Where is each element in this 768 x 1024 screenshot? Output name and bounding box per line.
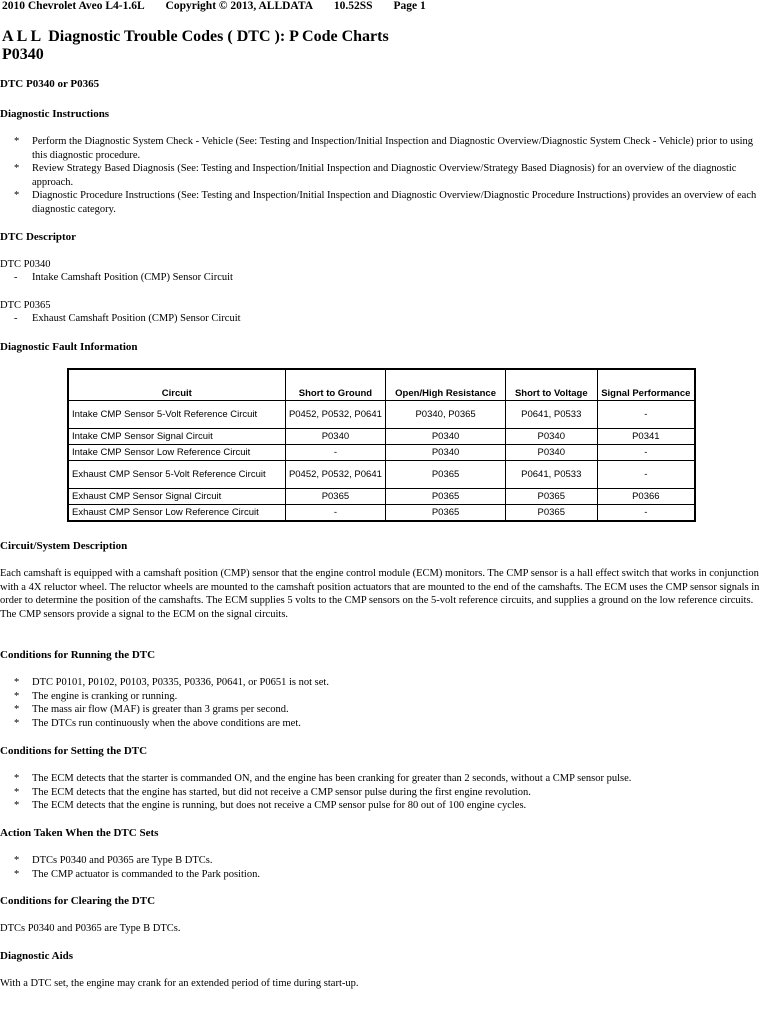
list-item: * Diagnostic Procedure Instructions (See: Testing and Inspection/Initial Inspection and Diagnostic Overview/Diagnostic Procedure Instructions) provides an overview of each diagnostic category. xyxy=(14,190,757,215)
vehicle-label: 2010 Chevrolet Aveo L4-1.6L xyxy=(2,0,145,12)
fault-info-heading: Diagnostic Fault Information xyxy=(0,341,138,353)
table-cell: P0366 xyxy=(597,489,695,505)
version-label: 10.52SS xyxy=(333,0,373,12)
table-cell: P0365 xyxy=(505,505,597,522)
descriptor-code-1: DTC P0340 xyxy=(0,259,51,270)
table-cell: - xyxy=(597,445,695,461)
copyright-label: Copyright © 2013, ALLDATA xyxy=(165,0,314,12)
table-cell: P0340 xyxy=(386,445,506,461)
table-cell: P0340 xyxy=(505,445,597,461)
table-cell: P0365 xyxy=(505,489,597,505)
list-item: * The mass air flow (MAF) is greater than 3 grams per second. xyxy=(14,704,289,715)
table-cell: Exhaust CMP Sensor Signal Circuit xyxy=(68,489,285,505)
table-cell: P0641, P0533 xyxy=(505,461,597,489)
column-header: Signal Performance xyxy=(597,369,695,401)
table-row xyxy=(68,461,695,489)
title-line-1: A L L Diagnostic Trouble Codes ( DTC ): P Code Charts xyxy=(2,28,389,45)
descriptor-heading: DTC Descriptor xyxy=(0,231,77,243)
page-number: Page 1 xyxy=(393,0,426,12)
table-cell: Intake CMP Sensor 5-Volt Reference Circuit xyxy=(68,401,285,429)
clearing-text: DTCs P0340 and P0365 are Type B DTCs. xyxy=(0,923,181,934)
title-line-2: P0340 xyxy=(2,46,44,63)
list-item: * The DTCs run continuously when the above conditions are met. xyxy=(14,718,301,729)
table-cell: Exhaust CMP Sensor 5-Volt Reference Circuit xyxy=(68,461,285,489)
table-cell: P0340 xyxy=(505,429,597,445)
aids-heading: Diagnostic Aids xyxy=(0,950,74,962)
page-title xyxy=(2,28,389,64)
table-cell: - xyxy=(285,505,386,522)
table-row xyxy=(68,429,695,445)
table-cell: P0340 xyxy=(386,429,506,445)
table-cell: P0365 xyxy=(386,461,506,489)
table-row xyxy=(68,489,695,505)
list-item: * The engine is cranking or running. xyxy=(14,691,178,702)
table-cell: P0365 xyxy=(386,489,506,505)
table-cell: P0340 xyxy=(285,429,386,445)
table-cell: P0365 xyxy=(285,489,386,505)
table-cell: P0340, P0365 xyxy=(386,401,506,429)
table-row xyxy=(68,505,695,522)
page-header xyxy=(2,0,444,12)
dtc-heading: DTC P0340 or P0365 xyxy=(0,78,100,90)
list-item: * The CMP actuator is commanded to the Park position. xyxy=(14,869,260,880)
table-cell: - xyxy=(597,505,695,522)
table-cell: - xyxy=(597,461,695,489)
table-cell: P0452, P0532, P0641 xyxy=(285,461,386,489)
list-item: * The ECM detects that the engine is running, but does not receive a CMP sensor pulse for 80 out of 100 engine cycles. xyxy=(14,800,527,811)
table-cell: Intake CMP Sensor Low Reference Circuit xyxy=(68,445,285,461)
table-row xyxy=(68,401,695,429)
running-heading: Conditions for Running the DTC xyxy=(0,649,156,661)
list-item: * DTC P0101, P0102, P0103, P0335, P0336, P0641, or P0651 is not set. xyxy=(14,677,329,688)
table-header-row xyxy=(68,369,695,401)
table-row xyxy=(68,445,695,461)
list-item: * DTCs P0340 and P0365 are Type B DTCs. xyxy=(14,855,213,866)
table-cell: P0641, P0533 xyxy=(505,401,597,429)
descriptor-item-2: - Exhaust Camshaft Position (CMP) Sensor Circuit xyxy=(14,313,241,324)
list-item: * The ECM detects that the starter is commanded ON, and the engine has been cranking for greater than 2 seconds, without a CMP sensor pulse. xyxy=(14,773,632,784)
table-cell: P0341 xyxy=(597,429,695,445)
table-cell: P0452, P0532, P0641 xyxy=(285,401,386,429)
table-cell: Intake CMP Sensor Signal Circuit xyxy=(68,429,285,445)
column-header: Short to Ground xyxy=(285,369,386,401)
table-cell: - xyxy=(597,401,695,429)
table-cell: - xyxy=(285,445,386,461)
setting-heading: Conditions for Setting the DTC xyxy=(0,745,148,757)
descriptor-item-1: - Intake Camshaft Position (CMP) Sensor Circuit xyxy=(14,272,233,283)
column-header: Short to Voltage xyxy=(505,369,597,401)
column-header: Circuit xyxy=(68,369,285,401)
descriptor-code-2: DTC P0365 xyxy=(0,300,51,311)
circuit-desc-text: Each camshaft is equipped with a camshaft position (CMP) sensor that the engine control module (ECM) monitors. The CMP sensor is a hall effect switch that works in conjunction with a 4X reluctor wheel. The reluctor wheels are mounted to the camshaft position actuators that are mounted to the end of the camshafts. The ECM uses the CMP sensor signals in order to determine the position of the camshafts. The ECM supplies 5 volts to the CMP sensors on the 5-volt reference circuits, and supplies a ground on the low reference circuits. The CMP sensors provide a signal to the ECM on the signal circuits. xyxy=(0,568,760,620)
fault-info-table xyxy=(67,368,696,522)
table-cell: P0365 xyxy=(386,505,506,522)
table-cell: Exhaust CMP Sensor Low Reference Circuit xyxy=(68,505,285,522)
clearing-heading: Conditions for Clearing the DTC xyxy=(0,895,156,907)
aids-text: With a DTC set, the engine may crank for an extended period of time during start-up. xyxy=(0,978,359,989)
circuit-desc-heading: Circuit/System Description xyxy=(0,540,128,552)
diag-instructions-heading: Diagnostic Instructions xyxy=(0,108,110,120)
column-header: Open/High Resistance xyxy=(386,369,506,401)
list-item: * Perform the Diagnostic System Check - Vehicle (See: Testing and Inspection/Initial Inspection and Diagnostic Overview/Diagnostic System Check - Vehicle) prior to using this diagnostic procedure. xyxy=(14,136,753,161)
list-item: * The ECM detects that the engine has started, but did not receive a CMP sensor pulse during the first engine revolution. xyxy=(14,787,531,798)
list-item: * Review Strategy Based Diagnosis (See: Testing and Inspection/Initial Inspection and Diagnostic Overview/Strategy Based Diagnosis) for an overview of the diagnostic approach. xyxy=(14,163,737,188)
action-heading: Action Taken When the DTC Sets xyxy=(0,827,159,839)
